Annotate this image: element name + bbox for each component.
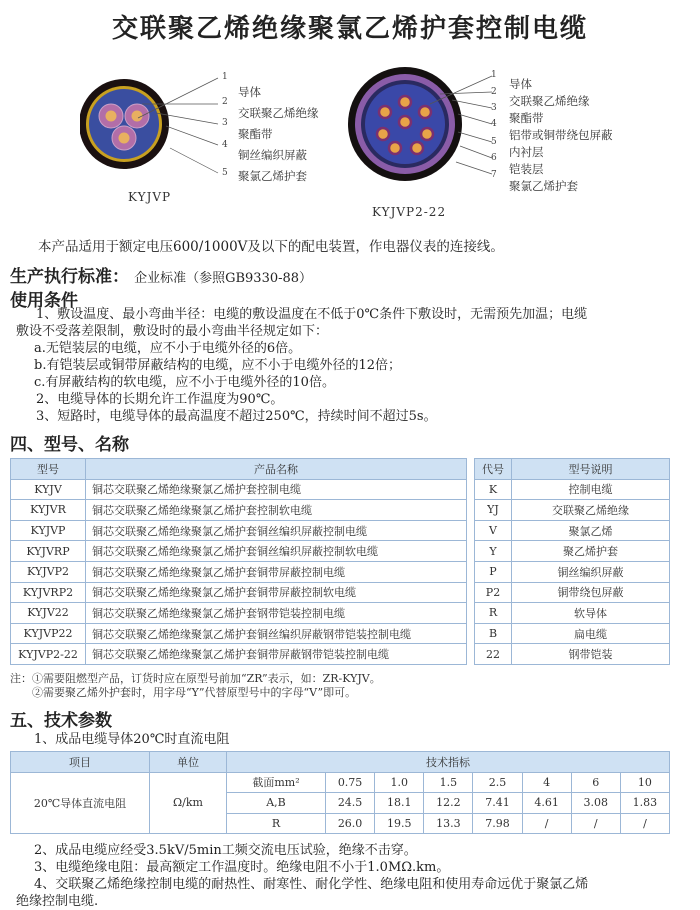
- cell-model: KYJVP22: [11, 623, 86, 644]
- cell-model: KYJVR: [11, 500, 86, 521]
- usage-line: c.有屏蔽结构的软电缆，应不小于电缆外径的10倍。: [34, 375, 335, 390]
- cell-value: 3.08: [571, 793, 620, 814]
- label-braid-shield: 铜丝编织屏蔽: [238, 148, 307, 162]
- label-polyester-tape: 聚酯带: [509, 111, 544, 125]
- cell-value: 13.3: [424, 813, 473, 834]
- cell-value: 4.61: [522, 793, 571, 814]
- section5-heading: 五、技术参数: [10, 711, 112, 731]
- table-row: [475, 541, 670, 562]
- cell-name: 铜芯交联聚乙烯绝缘聚氯乙烯护套铜丝编织屏蔽钢带铠装控制电缆: [86, 623, 467, 644]
- cell-value: 24.5: [326, 793, 375, 814]
- section5-body: [14, 842, 694, 910]
- table-row: [475, 623, 670, 644]
- label-conductor: 导体: [509, 77, 532, 91]
- col-header-unit: 单位: [150, 752, 227, 773]
- table-row: [475, 500, 670, 521]
- col-header: 型号: [11, 459, 86, 480]
- cell-desc: 钢带铠装: [512, 644, 670, 665]
- label-number: 1: [222, 72, 228, 82]
- label-number: 5: [491, 137, 497, 147]
- label-number: 4: [222, 140, 228, 150]
- cell-desc: 铜丝编织屏蔽: [512, 561, 670, 582]
- table-row: [475, 644, 670, 665]
- cell-code: B: [475, 623, 512, 644]
- label-pvc-sheath: 聚氯乙烯护套: [238, 169, 307, 183]
- table-row: [475, 561, 670, 582]
- table-row: [11, 582, 467, 603]
- model-caption-left: KYJVP: [128, 190, 172, 204]
- label-insulation: 交联聚乙烯绝缘: [509, 94, 590, 108]
- usage-line: a.无铠装层的电缆，应不小于电缆外径的6倍。: [34, 341, 302, 356]
- code-legend-table: [474, 458, 670, 665]
- label-conductor: 导体: [238, 85, 261, 99]
- note-line: 注：①需要阻燃型产品，订货时应在原型号前加“ZR”表示，如：ZR-KYJV。: [10, 672, 381, 685]
- label-number: 4: [491, 119, 497, 129]
- row-label: R: [227, 813, 326, 834]
- cell-section: 4: [522, 772, 571, 793]
- label-polyester-tape: 聚酯带: [238, 127, 273, 141]
- cell-value: /: [522, 813, 571, 834]
- cell-code: V: [475, 520, 512, 541]
- cell-section: 2.5: [473, 772, 522, 793]
- label-number: 3: [491, 103, 497, 113]
- cell-code: Y: [475, 541, 512, 562]
- cell-unit: Ω/km: [150, 772, 227, 834]
- label-tape-shield: 铝带或铜带绕包屏蔽: [509, 128, 613, 142]
- standard-text: 企业标准（参照GB9330-88）: [134, 271, 313, 286]
- standard-line: [10, 262, 312, 287]
- table-row: [11, 500, 467, 521]
- note-line: ②需要聚乙烯外护套时，用字母“Y”代替原型号中的字母“V”即可。: [32, 686, 357, 699]
- table-row: [475, 479, 670, 500]
- cell-value: 19.5: [375, 813, 424, 834]
- leader-lines-left: [90, 68, 230, 180]
- label-inner-lining: 内衬层: [509, 145, 544, 159]
- col-header: 代号: [475, 459, 512, 480]
- col-header-item: 项目: [11, 752, 150, 773]
- label-armour: 铠装层: [509, 162, 544, 176]
- cell-value: 7.98: [473, 813, 522, 834]
- usage-line: 1、敷设温度、最小弯曲半径：电缆的敷设温度在不低于0℃条件下敷设时，无需预先加温；电缆: [36, 307, 588, 322]
- cell-name: 铜芯交联聚乙烯绝缘聚氯乙烯护套铜丝编织屏蔽控制电缆: [86, 520, 467, 541]
- label-number: 2: [222, 97, 228, 107]
- cell-model: KYJV: [11, 479, 86, 500]
- cell-value: /: [571, 813, 620, 834]
- cell-code: P2: [475, 582, 512, 603]
- cell-value: 7.41: [473, 793, 522, 814]
- cell-desc: 铜带绕包屏蔽: [512, 582, 670, 603]
- diagram-right-labels: [509, 76, 613, 195]
- table-header: [11, 459, 467, 480]
- table-row: [11, 541, 467, 562]
- label-number: 3: [222, 118, 228, 128]
- cell-code: YJ: [475, 500, 512, 521]
- cell-value: 18.1: [375, 793, 424, 814]
- spec-line: 2、成品电缆应经受3.5kV/5min工频交流电压试验，绝缘不击穿。: [34, 843, 417, 858]
- row-label: A,B: [227, 793, 326, 814]
- model-name-table: [10, 458, 467, 665]
- cell-code: 22: [475, 644, 512, 665]
- usage-body: [14, 306, 694, 425]
- col-header: 产品名称: [86, 459, 467, 480]
- spec-line: 3、电缆绝缘电阻：最高额定工作温度时。绝缘电阻不小于1.0MΩ.km。: [34, 860, 450, 875]
- table-row: [11, 603, 467, 624]
- cell-name: 铜芯交联聚乙烯绝缘聚氯乙烯护套控制软电缆: [86, 500, 467, 521]
- section5-sub1: 1、成品电缆导体20℃时直流电阻: [34, 732, 230, 747]
- cell-model: KYJVP2: [11, 561, 86, 582]
- intro-text: 本产品适用于额定电压600/1000V及以下的配电装置，作电器仪表的连接线。: [38, 239, 504, 255]
- label-number: 6: [491, 153, 497, 163]
- table-row: [475, 603, 670, 624]
- cell-desc: 软导体: [512, 603, 670, 624]
- spec-line: 4、交联聚乙烯绝缘控制电缆的耐热性、耐寒性、耐化学性、绝缘电阻和使用寿命远优于聚氯乙烯: [34, 877, 589, 892]
- cell-model: KYJVP: [11, 520, 86, 541]
- section4-heading: 四、型号、名称: [10, 435, 129, 455]
- cell-section: 1.5: [424, 772, 473, 793]
- cell-desc: 聚氯乙烯: [512, 520, 670, 541]
- cell-section: 6: [571, 772, 620, 793]
- label-pvc-sheath: 聚氯乙烯护套: [509, 179, 578, 193]
- cell-section: 0.75: [326, 772, 375, 793]
- col-header-spec: 技术指标: [227, 752, 670, 773]
- cell-name: 铜芯交联聚乙烯绝缘聚氯乙烯护套铜带屏蔽钢带铠装控制电缆: [86, 644, 467, 665]
- cell-value: 12.2: [424, 793, 473, 814]
- cell-name: 铜芯交联聚乙烯绝缘聚氯乙烯护套铜丝编织屏蔽控制软电缆: [86, 541, 467, 562]
- leader-lines-right: [400, 64, 500, 184]
- label-number: 1: [491, 70, 497, 80]
- cell-code: P: [475, 561, 512, 582]
- table-row: [11, 623, 467, 644]
- cell-model: KYJVRP: [11, 541, 86, 562]
- label-insulation: 交联聚乙烯绝缘: [238, 106, 319, 120]
- table-row: [11, 644, 467, 665]
- usage-line: 2、电缆导体的长期允许工作温度为90℃。: [36, 392, 284, 407]
- cell-model: KYJV22: [11, 603, 86, 624]
- cell-name: 铜芯交联聚乙烯绝缘聚氯乙烯护套钢带铠装控制电缆: [86, 603, 467, 624]
- standard-heading: 生产执行标准：: [10, 267, 129, 287]
- cell-desc: 控制电缆: [512, 479, 670, 500]
- cell-value: 1.83: [620, 793, 669, 814]
- resistance-table: [10, 751, 670, 834]
- table-row: [475, 520, 670, 541]
- usage-line: b.有铠装层或铜带屏蔽结构的电缆，应不小于电缆外径的12倍；: [34, 358, 401, 373]
- col-header: 型号说明: [512, 459, 670, 480]
- cell-code: R: [475, 603, 512, 624]
- cell-value: 26.0: [326, 813, 375, 834]
- table-row: [11, 772, 670, 793]
- cell-desc: 聚乙烯护套: [512, 541, 670, 562]
- usage-line: 3、短路时，电缆导体的最高温度不超过250℃，持续时间不超过5s。: [36, 409, 437, 424]
- cell-name: 铜芯交联聚乙烯绝缘聚氯乙烯护套铜带屏蔽控制软电缆: [86, 582, 467, 603]
- table-row: [11, 479, 467, 500]
- cell-value: /: [620, 813, 669, 834]
- model-caption-right: KYJVP2-22: [372, 205, 447, 219]
- table-header: [475, 459, 670, 480]
- cell-item: 20℃导体直流电阻: [11, 772, 150, 834]
- cell-section: 10: [620, 772, 669, 793]
- cell-desc: 交联聚乙烯绝缘: [512, 500, 670, 521]
- label-number: 5: [222, 168, 228, 178]
- cell-model: KYJVRP2: [11, 582, 86, 603]
- cell-desc: 扁电缆: [512, 623, 670, 644]
- cell-section: 1.0: [375, 772, 424, 793]
- cell-name: 铜芯交联聚乙烯绝缘聚氯乙烯护套铜带屏蔽控制电缆: [86, 561, 467, 582]
- table-header: [11, 752, 670, 773]
- notes: [10, 672, 381, 700]
- table-row: [475, 582, 670, 603]
- cell-model: KYJVP2-22: [11, 644, 86, 665]
- diagram-left-labels: [238, 82, 319, 187]
- label-number: 7: [491, 170, 497, 180]
- label-number: 2: [491, 87, 497, 97]
- usage-heading: 使用条件: [10, 291, 78, 311]
- spec-line: 绝缘控制电缆.: [16, 894, 99, 909]
- usage-line: 敷设不受落差限制，敷设时的最小弯曲半径规定如下：: [16, 324, 329, 339]
- cell-name: 铜芯交联聚乙烯绝缘聚氯乙烯护套控制电缆: [86, 479, 467, 500]
- table-row: [11, 561, 467, 582]
- table-row: [11, 520, 467, 541]
- row-label: 截面mm²: [227, 772, 326, 793]
- cell-code: K: [475, 479, 512, 500]
- page-title: 交联聚乙烯绝缘聚氯乙烯护套控制电缆: [111, 14, 588, 44]
